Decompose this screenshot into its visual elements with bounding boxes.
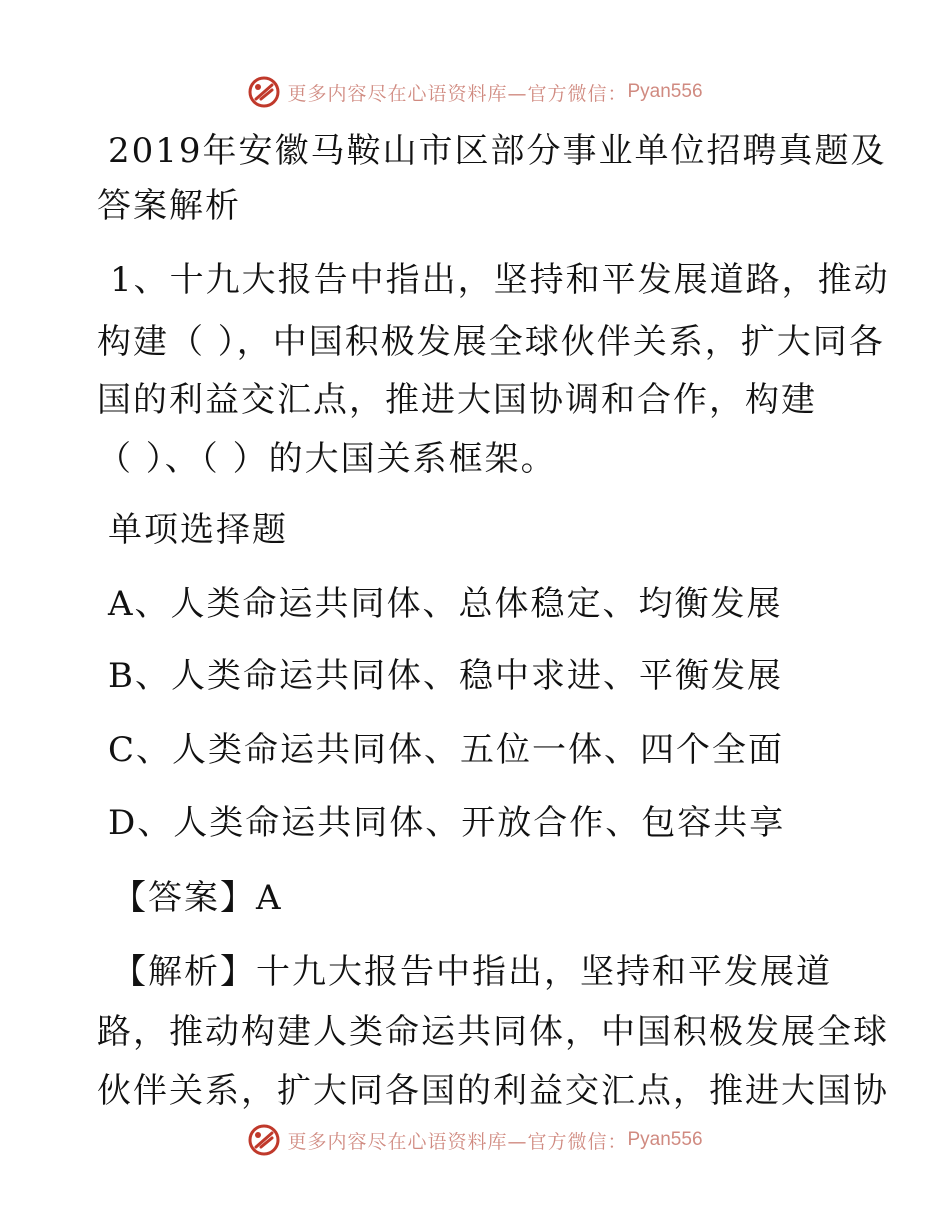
wechat-id: Pyan556	[627, 1129, 703, 1150]
doc-title-line-1: 2019年安徽马鞍山市区部分事业单位招聘真题及	[108, 131, 887, 171]
option-a: A、人类命运共同体、总体稳定、均衡发展	[108, 584, 783, 624]
question-type: 单项选择题	[108, 510, 288, 550]
option-d: D、人类命运共同体、开放合作、包容共享	[108, 803, 786, 843]
watermark-text: 更多内容尽在心语资料库—官方微信：	[287, 1130, 628, 1153]
watermark-text: 更多内容尽在心语资料库—官方微信：	[287, 82, 628, 105]
option-c: C、人类命运共同体、五位一体、四个全面	[108, 730, 785, 770]
footer-watermark	[0, 1120, 950, 1160]
brand-logo-icon	[247, 1123, 281, 1157]
wechat-id: Pyan556	[627, 81, 703, 102]
question-line-4: （ ）、（ ）的大国关系框架。	[97, 439, 557, 479]
analysis-line-2: 路，推动构建人类命运共同体，中国积极发展全球	[97, 1012, 889, 1052]
doc-title-line-2: 答案解析	[97, 186, 241, 226]
question-line-2: 构建（ ），中国积极发展全球伙伴关系，扩大同各	[97, 322, 885, 362]
answer-label: 【答案】A	[112, 878, 283, 918]
analysis-line-3: 伙伴关系，扩大同各国的利益交汇点，推进大国协	[97, 1071, 889, 1111]
question-line-3: 国的利益交汇点，推进大国协调和合作，构建	[97, 380, 817, 420]
analysis-line-1: 【解析】十九大报告中指出，坚持和平发展道	[112, 952, 832, 992]
question-line-1: 1、十九大报告中指出，坚持和平发展道路，推动	[110, 260, 890, 300]
option-b: B、人类命运共同体、稳中求进、平衡发展	[108, 656, 783, 696]
